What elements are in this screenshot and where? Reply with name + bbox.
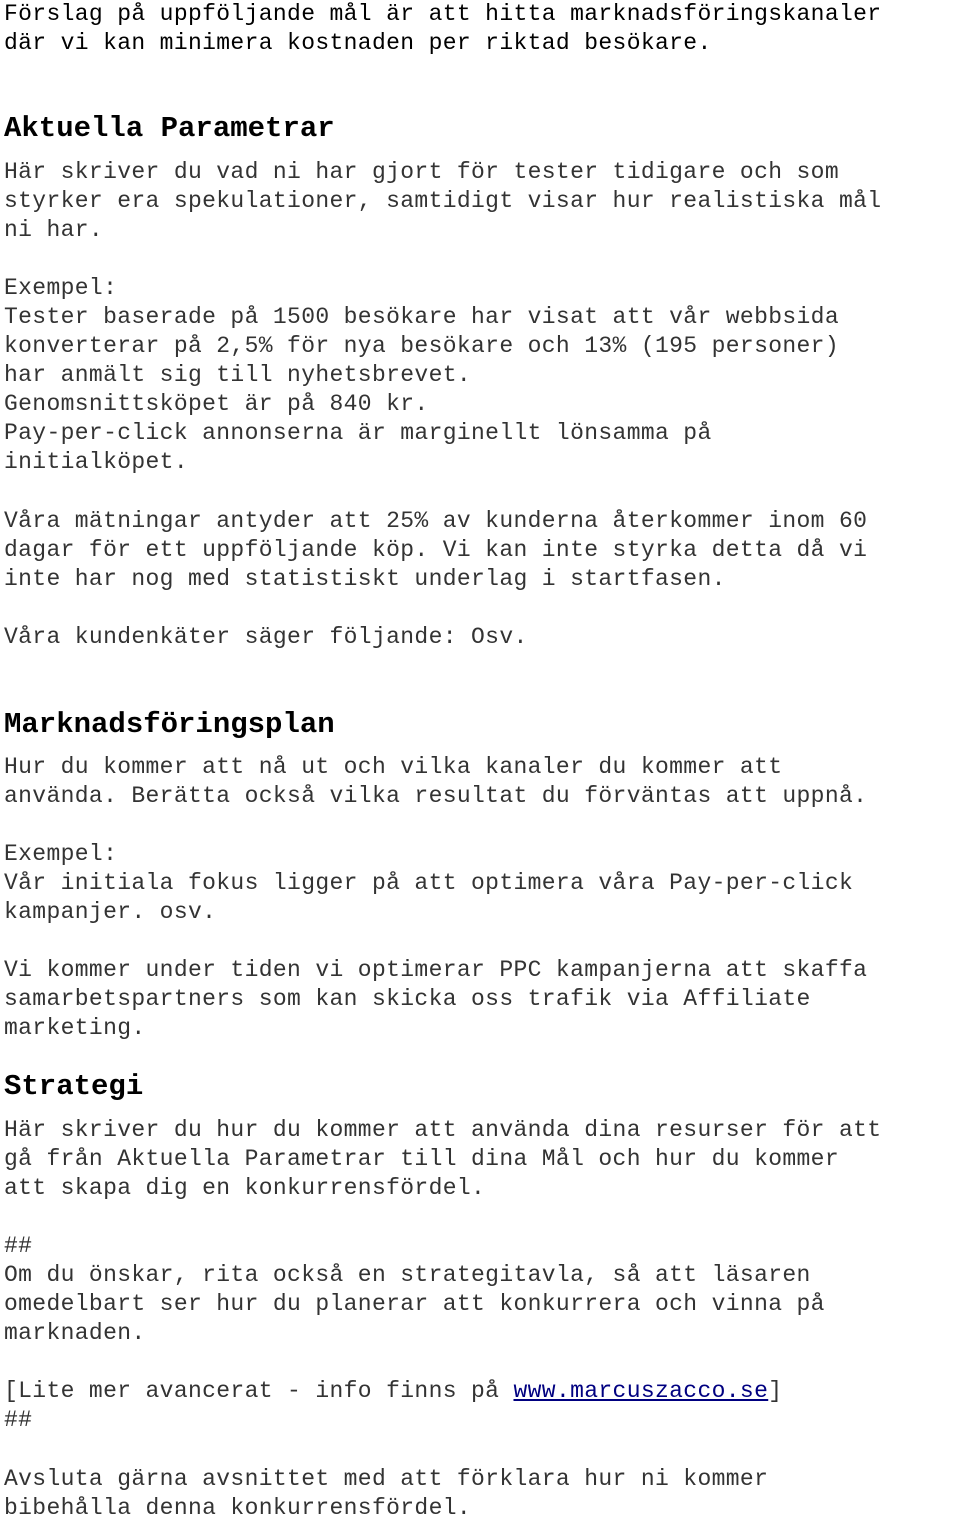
aktuella-example-line-3: har anmält sig till nyhetsbrevet. — [4, 362, 472, 388]
aktuella-desc-line-3: ni har. — [4, 217, 104, 243]
strategi-para1-line-1: Om du önskar, rita också en strategitavla, så att läsaren — [4, 1262, 811, 1288]
aktuella-example-line-2: konverterar på 2,5% för nya besökare och 13% (195 personer) — [4, 333, 839, 359]
plan-para2-line-3: marketing. — [4, 1015, 146, 1041]
plan-example-line-1: Vår initiala fokus ligger på att optimera våra Pay-per-click — [4, 870, 854, 896]
strategi-closing-line-2: bibehålla denna konkurrensfördel. — [4, 1495, 472, 1521]
plan-example-label: Exempel: — [4, 841, 118, 867]
strategi-marker-2: ## — [4, 1407, 33, 1433]
strategi-para1-line-2: omedelbart ser hur du planerar att konkurrera och vinna på — [4, 1291, 825, 1317]
strategi-desc-line-1: Här skriver du hur du kommer att använda dina resurser för att — [4, 1117, 882, 1143]
heading-aktuella-parametrar: Aktuella Parametrar — [4, 112, 335, 145]
heading-strategi: Strategi — [4, 1070, 144, 1103]
plan-para2-line-1: Vi kommer under tiden vi optimerar PPC kampanjerna att skaffa — [4, 957, 868, 983]
strategi-desc-line-3: att skapa dig en konkurrensfördel. — [4, 1175, 486, 1201]
aktuella-para2-line-3: inte har nog med statistiskt underlag i startfasen. — [4, 566, 726, 592]
strategi-marker-1: ## — [4, 1233, 33, 1259]
aktuella-para2-line-2: dagar för ett uppföljande köp. Vi kan inte styrka detta då vi — [4, 537, 868, 563]
plan-para2-line-2: samarbetspartners som kan skicka oss trafik via Affiliate — [4, 986, 811, 1012]
intro-line-1: Förslag på uppföljande mål är att hitta marknadsföringskanaler — [4, 1, 882, 27]
strategi-desc-line-2: gå från Aktuella Parametrar till dina Mål och hur du kommer — [4, 1146, 839, 1172]
aktuella-example-line-6: initialköpet. — [4, 449, 188, 475]
plan-desc-line-2: använda. Berätta också vilka resultat du förväntas att uppnå. — [4, 783, 868, 809]
aktuella-para3: Våra kundenkäter säger följande: Osv. — [4, 624, 528, 650]
strategi-advanced-prefix: [Lite mer avancerat - info finns på — [4, 1378, 514, 1404]
plan-desc-line-1: Hur du kommer att nå ut och vilka kanaler du kommer att — [4, 754, 783, 780]
aktuella-example-line-4: Genomsnittsköpet är på 840 kr. — [4, 391, 429, 417]
strategi-closing-line-1: Avsluta gärna avsnittet med att förklara hur ni kommer — [4, 1466, 769, 1492]
aktuella-example-line-5: Pay-per-click annonserna är marginellt lönsamma på — [4, 420, 712, 446]
heading-marknadsforingsplan: Marknadsföringsplan — [4, 708, 335, 741]
plan-example-line-2: kampanjer. osv. — [4, 899, 217, 925]
aktuella-desc-line-2: styrker era spekulationer, samtidigt visar hur realistiska mål — [4, 188, 882, 214]
intro-line-2: där vi kan minimera kostnaden per riktad besökare. — [4, 30, 712, 56]
aktuella-desc-line-1: Här skriver du vad ni har gjort för tester tidigare och som — [4, 159, 839, 185]
marcuszacco-link[interactable]: www.marcuszacco.se — [513, 1378, 769, 1404]
strategi-para1-line-3: marknaden. — [4, 1320, 146, 1346]
strategi-advanced-suffix: ] — [768, 1378, 783, 1404]
aktuella-example-label: Exempel: — [4, 275, 118, 301]
strategi-advanced-line — [4, 1377, 782, 1406]
aktuella-para2-line-1: Våra mätningar antyder att 25% av kunderna återkommer inom 60 — [4, 508, 868, 534]
aktuella-example-line-1: Tester baserade på 1500 besökare har visat att vår webbsida — [4, 304, 839, 330]
